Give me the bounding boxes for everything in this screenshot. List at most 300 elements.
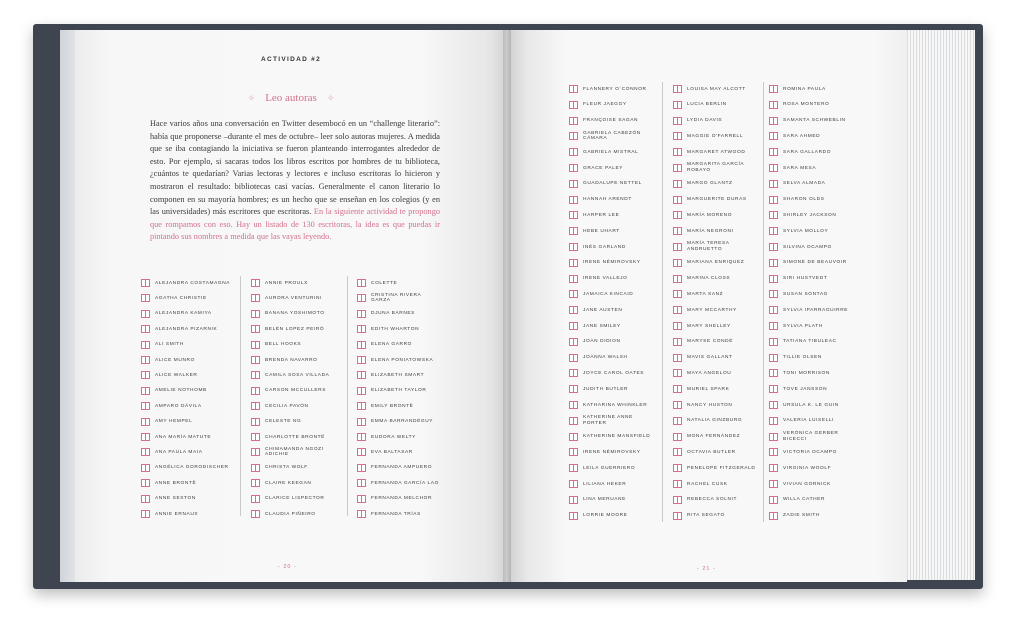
author-item[interactable] [769,447,837,457]
author-item[interactable] [569,479,626,489]
author-item[interactable] [769,368,830,378]
book-outline-icon[interactable] [769,306,778,314]
book-outline-icon[interactable] [357,464,366,472]
author-item[interactable] [769,116,846,126]
book-outline-icon[interactable] [569,259,578,267]
author-item[interactable] [673,131,743,141]
author-item[interactable] [141,417,192,427]
author-item[interactable] [569,321,621,331]
book-outline-icon[interactable] [769,101,778,109]
book-outline-icon[interactable] [141,510,150,518]
book-outline-icon[interactable] [569,101,578,109]
book-outline-icon[interactable] [251,341,260,349]
author-item[interactable] [673,384,729,394]
author-item[interactable] [357,447,413,457]
book-outline-icon[interactable] [769,148,778,156]
book-outline-icon[interactable] [673,148,682,156]
book-outline-icon[interactable] [673,164,682,172]
book-outline-icon[interactable] [569,290,578,298]
author-name: ZADIE SMITH [783,513,820,519]
author-item[interactable] [769,416,834,426]
author-item[interactable] [569,226,620,236]
author-name: MAGGIE O'FARRELL [687,133,744,139]
book-outline-icon[interactable] [673,227,682,235]
book-outline-icon[interactable] [569,512,578,520]
author-item[interactable] [769,384,827,394]
author-item[interactable] [141,401,202,411]
author-item[interactable] [673,511,725,521]
author-name: TOVE JANSSON [783,386,828,392]
author-name: VICTORIA OCAMPO [783,449,837,455]
author-item[interactable] [769,305,848,315]
book-outline-icon[interactable] [769,369,778,377]
author-item[interactable] [569,129,653,143]
book-outline-icon[interactable] [569,464,578,472]
book-outline-icon[interactable] [251,418,260,426]
book-outline-icon[interactable] [141,433,150,441]
book-outline-icon[interactable] [673,132,682,140]
author-item[interactable] [569,447,641,457]
author-item[interactable] [673,274,730,284]
book-outline-icon[interactable] [141,464,150,472]
book-outline-icon[interactable] [357,479,366,487]
author-item[interactable] [357,309,415,319]
author-item[interactable] [673,210,732,220]
author-item[interactable] [673,479,728,489]
book-outline-icon[interactable] [569,211,578,219]
author-item[interactable] [357,478,439,488]
book-outline-icon[interactable] [673,448,682,456]
book-outline-icon[interactable] [673,196,682,204]
book-outline-icon[interactable] [769,227,778,235]
author-item[interactable] [769,511,820,521]
author-item[interactable] [357,386,426,396]
author-item[interactable] [141,386,207,396]
author-item[interactable] [673,495,737,505]
author-item[interactable] [357,417,433,427]
author-item[interactable] [673,353,733,363]
book-outline-icon[interactable] [251,495,260,503]
book-outline-icon[interactable] [769,512,778,520]
book-outline-icon[interactable] [673,180,682,188]
book-outline-icon[interactable] [769,385,778,393]
book-outline-icon[interactable] [769,464,778,472]
author-item[interactable] [769,163,816,173]
author-item[interactable] [251,432,325,442]
book-outline-icon[interactable] [141,371,150,379]
author-item[interactable] [569,463,635,473]
author-item[interactable] [569,84,647,94]
author-item[interactable] [673,240,757,254]
author-item[interactable] [769,131,820,141]
author-item[interactable] [673,432,740,442]
author-item[interactable] [357,494,432,504]
book-outline-icon[interactable] [769,275,778,283]
author-item[interactable] [569,337,621,347]
author-item[interactable] [141,293,207,303]
author-item[interactable] [251,340,301,350]
activity-label: ACTIVIDAD #2 [260,56,322,63]
author-item[interactable] [769,463,831,473]
book-outline-icon[interactable] [673,211,682,219]
book-outline-icon[interactable] [673,338,682,346]
author-name: CHRISTA WOLF [265,465,308,471]
author-name: ELENA PONIATOWSKA [371,357,434,363]
author-item[interactable] [673,416,742,426]
author-item[interactable] [251,463,308,473]
book-outline-icon[interactable] [141,279,150,287]
book-outline-icon[interactable] [569,275,578,283]
author-item[interactable] [251,293,322,303]
book-outline-icon[interactable] [357,310,366,318]
book-outline-icon[interactable] [141,310,150,318]
author-name: SILVINA OCAMPO [783,244,832,250]
book-outline-icon[interactable] [673,480,682,488]
book-outline-icon[interactable] [769,243,778,251]
book-outline-icon[interactable] [569,417,578,425]
book-outline-icon[interactable] [569,338,578,346]
book-outline-icon[interactable] [769,448,778,456]
author-item[interactable] [569,163,623,173]
author-item[interactable] [141,370,197,380]
book-outline-icon[interactable] [569,243,578,251]
author-item[interactable] [673,116,722,126]
author-item[interactable] [141,355,195,365]
book-outline-icon[interactable] [673,290,682,298]
book-outline-icon[interactable] [251,433,260,441]
author-item[interactable] [141,340,184,350]
book-outline-icon[interactable] [569,496,578,504]
book-outline-icon[interactable] [769,117,778,125]
book-outline-icon[interactable] [569,480,578,488]
author-item[interactable] [357,401,413,411]
book-outline-icon[interactable] [569,164,578,172]
author-item[interactable] [569,414,653,428]
author-item[interactable] [251,309,325,319]
book-outline-icon[interactable] [251,356,260,364]
author-item[interactable] [769,495,825,505]
author-item[interactable] [769,242,832,252]
author-item[interactable] [251,417,301,427]
book-outline-icon[interactable] [673,385,682,393]
author-item[interactable] [769,210,836,220]
book-outline-icon[interactable] [569,322,578,330]
author-item[interactable] [673,226,733,236]
author-item[interactable] [769,179,825,189]
book-outline-icon[interactable] [673,369,682,377]
author-item[interactable] [569,400,647,410]
intro-paragraph [150,118,440,244]
author-item[interactable] [569,432,650,442]
book-outline-icon[interactable] [769,322,778,330]
author-item[interactable] [769,274,827,284]
book-outline-icon[interactable] [769,164,778,172]
author-item[interactable] [769,147,831,157]
book-outline-icon[interactable] [357,402,366,410]
book-outline-icon[interactable] [251,294,260,302]
author-item[interactable] [251,355,317,365]
book-outline-icon[interactable] [357,495,366,503]
book-outline-icon[interactable] [251,464,260,472]
author-item[interactable] [673,305,737,315]
book-outline-icon[interactable] [357,279,366,287]
author-name: ROMINA PAULA [783,86,826,92]
book-outline-icon[interactable] [673,401,682,409]
author-item[interactable] [569,353,628,363]
book-outline-icon[interactable] [769,196,778,204]
book-outline-icon[interactable] [357,418,366,426]
author-item[interactable] [673,100,727,110]
book-outline-icon[interactable] [673,101,682,109]
sparkle-icon: ✧ [326,93,335,103]
author-name: MARÍA NEGRONI [687,228,734,234]
author-name: GRACE PALEY [583,165,624,171]
author-item[interactable] [569,116,638,126]
book-outline-icon[interactable] [769,180,778,188]
book-outline-icon[interactable] [141,294,150,302]
author-item[interactable] [673,84,746,94]
author-name: COLETTE [371,280,398,286]
book-outline-icon[interactable] [251,448,260,456]
book-outline-icon[interactable] [251,510,260,518]
author-item[interactable] [569,210,619,220]
author-item[interactable] [569,511,628,521]
author-item[interactable] [769,258,847,268]
author-item[interactable] [769,337,837,347]
book-outline-icon[interactable] [569,433,578,441]
book-outline-icon[interactable] [357,448,366,456]
book-outline-icon[interactable] [769,85,778,93]
book-outline-icon[interactable] [569,354,578,362]
book-outline-icon[interactable] [357,371,366,379]
book-outline-icon[interactable] [357,433,366,441]
book-outline-icon[interactable] [569,385,578,393]
author-item[interactable] [357,355,433,365]
book-outline-icon[interactable] [251,402,260,410]
author-item[interactable] [569,368,644,378]
author-name: MARGO GLANTZ [687,181,733,187]
author-item[interactable] [569,289,633,299]
book-outline-icon[interactable] [569,227,578,235]
author-item[interactable] [357,509,421,519]
author-item[interactable] [569,274,628,284]
book-outline-icon[interactable] [769,290,778,298]
column-divider [763,82,764,522]
author-name: RACHEL CUSK [687,481,728,487]
author-item[interactable] [769,100,829,110]
author-item[interactable] [569,179,642,189]
author-name: VIRGINIA WOOLF [783,465,832,471]
book-outline-icon[interactable] [673,322,682,330]
column-divider [240,276,241,516]
book-outline-icon[interactable] [569,448,578,456]
book-outline-icon[interactable] [251,371,260,379]
book-outline-icon[interactable] [769,338,778,346]
author-item[interactable] [141,309,212,319]
author-item[interactable] [769,353,822,363]
author-item[interactable] [251,445,335,459]
author-item[interactable] [769,400,839,410]
author-name: LEILA GUERRIERO [583,465,636,471]
author-item[interactable] [141,432,211,442]
author-item[interactable] [673,161,757,175]
author-item[interactable] [141,324,217,334]
book-outline-icon[interactable] [769,211,778,219]
book-outline-icon[interactable] [569,132,578,140]
book-outline-icon[interactable] [769,401,778,409]
book-outline-icon[interactable] [357,356,366,364]
author-name: VIVIAN GORNICK [783,481,831,487]
author-item[interactable] [569,258,641,268]
book-outline-icon[interactable] [141,325,150,333]
author-item[interactable] [769,430,853,444]
author-item[interactable] [673,463,755,473]
author-item[interactable] [141,447,203,457]
author-name: CLAIRE KEEGAN [265,480,312,486]
author-item[interactable] [673,400,732,410]
book-outline-icon[interactable] [569,306,578,314]
book-outline-icon[interactable] [251,479,260,487]
author-item[interactable] [141,463,229,473]
author-name: SAMANTA SCHWEBLIN [783,118,846,124]
book-outline-icon[interactable] [673,464,682,472]
book-outline-icon[interactable] [673,85,682,93]
book-outline-icon[interactable] [673,259,682,267]
author-item[interactable] [569,100,627,110]
author-item[interactable] [357,370,424,380]
book-outline-icon[interactable] [251,279,260,287]
author-name: ELIZABETH SMART [371,372,425,378]
book-outline-icon[interactable] [769,354,778,362]
book-outline-icon[interactable] [769,480,778,488]
book-outline-icon[interactable] [357,325,366,333]
author-item[interactable] [569,495,626,505]
book-outline-icon[interactable] [251,325,260,333]
book-outline-icon[interactable] [769,433,778,441]
author-item[interactable] [673,258,744,268]
book-outline-icon[interactable] [357,510,366,518]
author-item[interactable] [251,494,324,504]
author-item[interactable] [673,337,733,347]
book-outline-icon[interactable] [673,496,682,504]
book-outline-icon[interactable] [357,341,366,349]
book-outline-icon[interactable] [569,180,578,188]
author-item[interactable] [251,324,324,334]
book-outline-icon[interactable] [141,387,150,395]
author-item[interactable] [357,278,397,288]
book-outline-icon[interactable] [769,417,778,425]
book-outline-icon[interactable] [769,259,778,267]
author-item[interactable] [141,509,198,519]
author-item[interactable] [357,291,441,305]
book-outline-icon[interactable] [769,496,778,504]
author-name: MARGARITA GARCÍA ROBAYO [687,162,744,173]
author-item[interactable] [141,478,196,488]
author-item[interactable] [357,324,419,334]
author-item[interactable] [251,401,309,411]
author-item[interactable] [673,447,736,457]
author-item[interactable] [769,289,828,299]
book-outline-icon[interactable] [673,117,682,125]
book-outline-icon[interactable] [673,306,682,314]
book-outline-icon[interactable] [141,448,150,456]
author-item[interactable] [569,147,638,157]
author-item[interactable] [569,305,622,315]
author-name: ANNE BRONTË [155,480,197,486]
author-item[interactable] [673,321,731,331]
author-name: ALEJANDRA KAMIYA [155,311,212,317]
author-item[interactable] [769,195,825,205]
author-name: BELÉN LOPEZ PEIRÓ [265,326,325,332]
author-item[interactable] [673,289,723,299]
author-name: SYLVIA PLATH [783,323,823,329]
author-name: CLARICE LISPECTOR [265,496,325,502]
author-item[interactable] [769,84,826,94]
author-item[interactable] [569,242,626,252]
book-outline-icon[interactable] [569,85,578,93]
author-item[interactable] [141,278,230,288]
book-outline-icon[interactable] [141,479,150,487]
book-outline-icon[interactable] [251,387,260,395]
author-item[interactable] [769,479,831,489]
book-outline-icon[interactable] [673,512,682,520]
author-item[interactable] [769,321,823,331]
author-item[interactable] [251,370,329,380]
author-name: AGATHA CHRISTIE [155,295,207,301]
book-outline-icon[interactable] [569,369,578,377]
book-outline-icon[interactable] [673,354,682,362]
book-outline-icon[interactable] [357,387,366,395]
book-outline-icon[interactable] [673,417,682,425]
book-outline-icon[interactable] [141,356,150,364]
book-outline-icon[interactable] [141,402,150,410]
book-outline-icon[interactable] [251,310,260,318]
author-item[interactable] [673,147,745,157]
author-item[interactable] [357,432,416,442]
author-item[interactable] [357,463,432,473]
author-item[interactable] [769,226,828,236]
author-item[interactable] [569,384,628,394]
book-outline-icon[interactable] [569,401,578,409]
author-item[interactable] [251,478,311,488]
book-outline-icon[interactable] [569,196,578,204]
author-item[interactable] [673,368,731,378]
author-item[interactable] [569,195,632,205]
book-outline-icon[interactable] [673,275,682,283]
author-item[interactable] [673,195,747,205]
book-outline-icon[interactable] [769,132,778,140]
book-outline-icon[interactable] [141,495,150,503]
author-name: LILIANA HEKER [583,481,627,487]
author-item[interactable] [251,278,308,288]
book-outline-icon[interactable] [141,418,150,426]
book-outline-icon[interactable] [357,294,366,302]
author-item[interactable] [673,179,733,189]
author-item[interactable] [357,340,412,350]
author-name: MARÍA TERESA ANDRUETTO [687,241,730,252]
author-name: EUDORA WELTY [371,434,416,440]
author-item[interactable] [141,494,196,504]
book-outline-icon[interactable] [673,433,682,441]
book-outline-icon[interactable] [569,148,578,156]
book-outline-icon[interactable] [569,117,578,125]
author-item[interactable] [251,386,326,396]
author-name: AMPARO DÁVILA [155,403,202,409]
book-outline-icon[interactable] [141,341,150,349]
author-item[interactable] [251,509,316,519]
column-divider [347,276,348,516]
book-outline-icon[interactable] [673,243,682,251]
